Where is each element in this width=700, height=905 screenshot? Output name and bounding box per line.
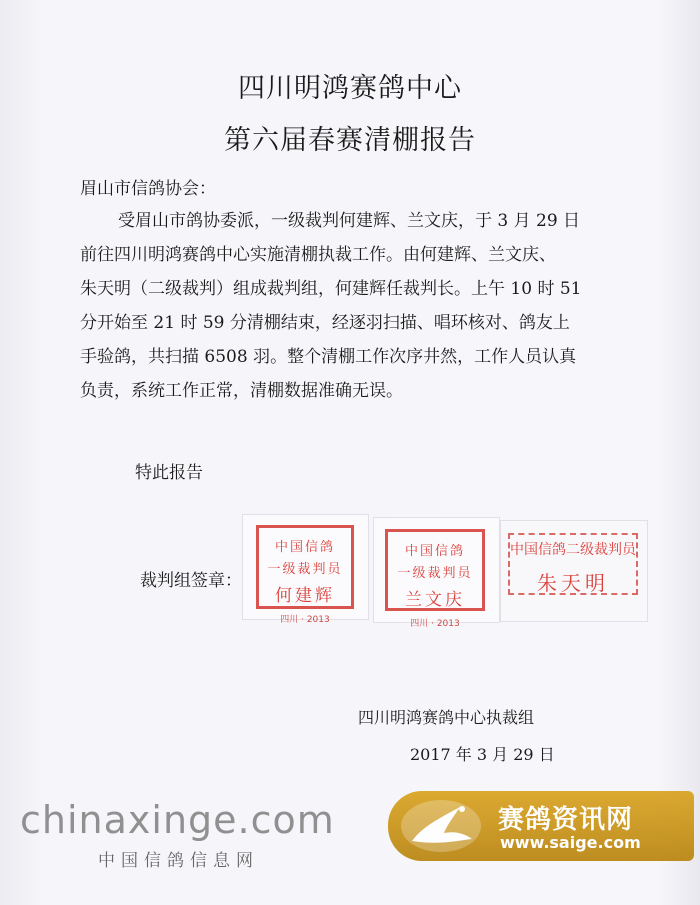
issuing-organization: 四川明鸿赛鸽中心执裁组 [358, 708, 535, 727]
judge-stamp-2 [385, 529, 485, 629]
stamp-frame [373, 517, 500, 629]
stamp-frame [242, 514, 369, 625]
document-title-line1: 四川明鸿赛鸽中心 [238, 73, 462, 104]
body-line: 负责，系统工作正常，清棚数据准确无误。 [80, 381, 403, 401]
stamp-footer: 四川 · 2013 [410, 619, 460, 629]
stamp-name: 何建辉 [275, 586, 335, 606]
salutation: 眉山市信鸽协会： [80, 179, 216, 199]
stamp-name: 朱天明 [537, 571, 609, 595]
stamp-line2: 一级裁判员 [397, 566, 473, 581]
stamp-footer: 四川 · 2013 [280, 615, 330, 625]
body-line: 前往四川明鸿赛鸽中心实施清棚执裁工作。由何建辉、兰文庆、 [80, 245, 556, 265]
stamp-frame [500, 520, 648, 622]
judge-stamp-1 [256, 525, 354, 625]
body-line: 分开始至 21 时 59 分清棚结束，经逐羽扫描、唱环核对、鸽友上 [80, 313, 570, 333]
document-title-line2: 第六届春赛清棚报告 [224, 125, 476, 156]
judge-stamp-3 [508, 533, 638, 595]
body-line: 受眉山市鸽协委派，一级裁判何建辉、兰文庆，于 3 月 29 日 [118, 211, 581, 231]
stamp-name: 兰文庆 [405, 590, 465, 610]
stamp-line2: 一级裁判员 [267, 562, 343, 577]
watermark-site: chinaxinge.com [20, 798, 335, 842]
stamp-line1: 中国信鸽 [274, 540, 335, 555]
watermark-badge-url: www.saige.com [500, 833, 641, 852]
signature-label: 裁判组签章： [140, 571, 242, 591]
stamp-line1: 中国信鸽 [404, 544, 465, 559]
watermark-badge [388, 791, 694, 861]
body-line: 手验鸽，共扫描 6508 羽。整个清棚工作次序井然，工作人员认真 [80, 347, 577, 367]
body-line: 朱天明（二级裁判）组成裁判组，何建辉任裁判长。上午 10 时 51 [80, 279, 582, 299]
document-date: 2017 年 3 月 29 日 [410, 745, 555, 764]
watermark-site-cn: 中国信鸽信息网 [98, 851, 259, 871]
closing-text: 特此报告 [135, 463, 203, 483]
stamp-line1: 中国信鸽二级裁判员 [510, 542, 636, 558]
pigeon-logo-icon [398, 797, 484, 855]
watermark-badge-title: 赛鸽资讯网 [498, 805, 634, 835]
